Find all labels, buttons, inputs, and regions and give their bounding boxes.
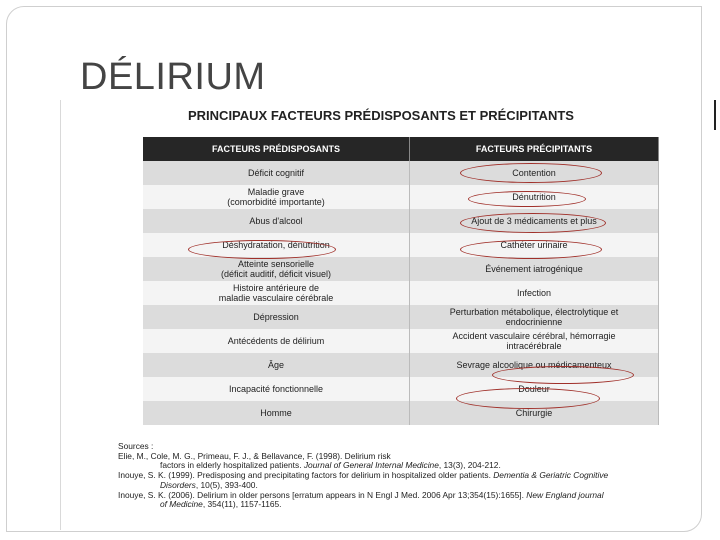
table-title: PRINCIPAUX FACTEURS PRÉDISPOSANTS ET PRÉCIPITANTS (188, 108, 574, 123)
slide-title: DÉLIRIUM (80, 56, 266, 98)
predisposing-cell: Dépression (143, 305, 410, 329)
precipitating-cell: Perturbation métabolique, électrolytique et endocrinienne (410, 305, 659, 329)
table-row (143, 305, 659, 329)
highlight-ellipse (492, 366, 634, 384)
predisposing-cell: Homme (143, 401, 410, 425)
precipitating-cell: Dénutrition (410, 185, 659, 209)
predisposing-cell: Maladie grave (comorbidité importante) (143, 185, 410, 209)
table-header-row (143, 137, 659, 161)
precipitating-cell: Événement iatrogénique (410, 257, 659, 281)
highlight-ellipse (460, 163, 602, 183)
highlight-ellipse (460, 213, 606, 233)
highlight-ellipse (468, 191, 586, 207)
precipitating-cell: Douleur (410, 377, 659, 401)
highlight-ellipse (456, 388, 600, 409)
predisposing-cell: Âge (143, 353, 410, 377)
sources-heading: Sources : (118, 442, 154, 451)
source-line: of Medicine, 354(11), 1157-1165. (160, 500, 282, 510)
predisposing-cell: Abus d'alcool (143, 209, 410, 233)
table-row (143, 281, 659, 305)
left-rule (60, 100, 61, 530)
source-line: factors in elderly hospitalized patients. Journal of General Internal Medicine, 13(3), 204-212. (160, 461, 501, 471)
predisposing-cell: Incapacité fonctionnelle (143, 377, 410, 401)
source-line: Elie, M., Cole, M. G., Primeau, F. J., & Bellavance, F. (1998). Delirium risk (118, 451, 391, 461)
precipitating-cell: Ajout de 3 médicaments et plus (410, 209, 659, 233)
precipitating-cell: Accident vasculaire cérébral, hémorragie intracérébrale (410, 329, 659, 353)
precipitating-cell: Contention (410, 161, 659, 185)
table-row (143, 257, 659, 281)
predisposing-cell: Histoire antérieure de maladie vasculaire cérébrale (143, 281, 410, 305)
precipitating-cell: Chirurgie (410, 401, 659, 425)
header-precipitating: FACTEURS PRÉCIPITANTS (410, 137, 659, 161)
predisposing-cell: Déficit cognitif (143, 161, 410, 185)
source-line: Disorders, 10(5), 393-400. (160, 480, 258, 490)
precipitating-cell: Cathéter urinaire (410, 233, 659, 257)
predisposing-cell: Antécédents de délirium (143, 329, 410, 353)
predisposing-cell: Déshydratation, dénutrition (143, 233, 410, 257)
precipitating-cell: Infection (410, 281, 659, 305)
sources-block (118, 442, 693, 510)
header-predisposing: FACTEURS PRÉDISPOSANTS (143, 137, 410, 161)
edge-mark (714, 100, 716, 130)
table-row (143, 329, 659, 353)
source-line: Inouye, S. K. (1999). Predisposing and precipitating factors for delirium in hospitalized older patients. Dementia & Geriatric Cognitive (118, 471, 609, 481)
precipitating-cell: Sevrage alcoolique ou médicamenteux (410, 353, 659, 377)
source-line: Inouye, S. K. (2006). Delirium in older persons [erratum appears in N Engl J Med. 2006 Apr 13;354(15):1655]. New England journal (118, 490, 604, 500)
highlight-ellipse (460, 240, 602, 259)
predisposing-cell: Atteinte sensorielle (déficit auditif, déficit visuel) (143, 257, 410, 281)
highlight-ellipse (188, 240, 336, 259)
